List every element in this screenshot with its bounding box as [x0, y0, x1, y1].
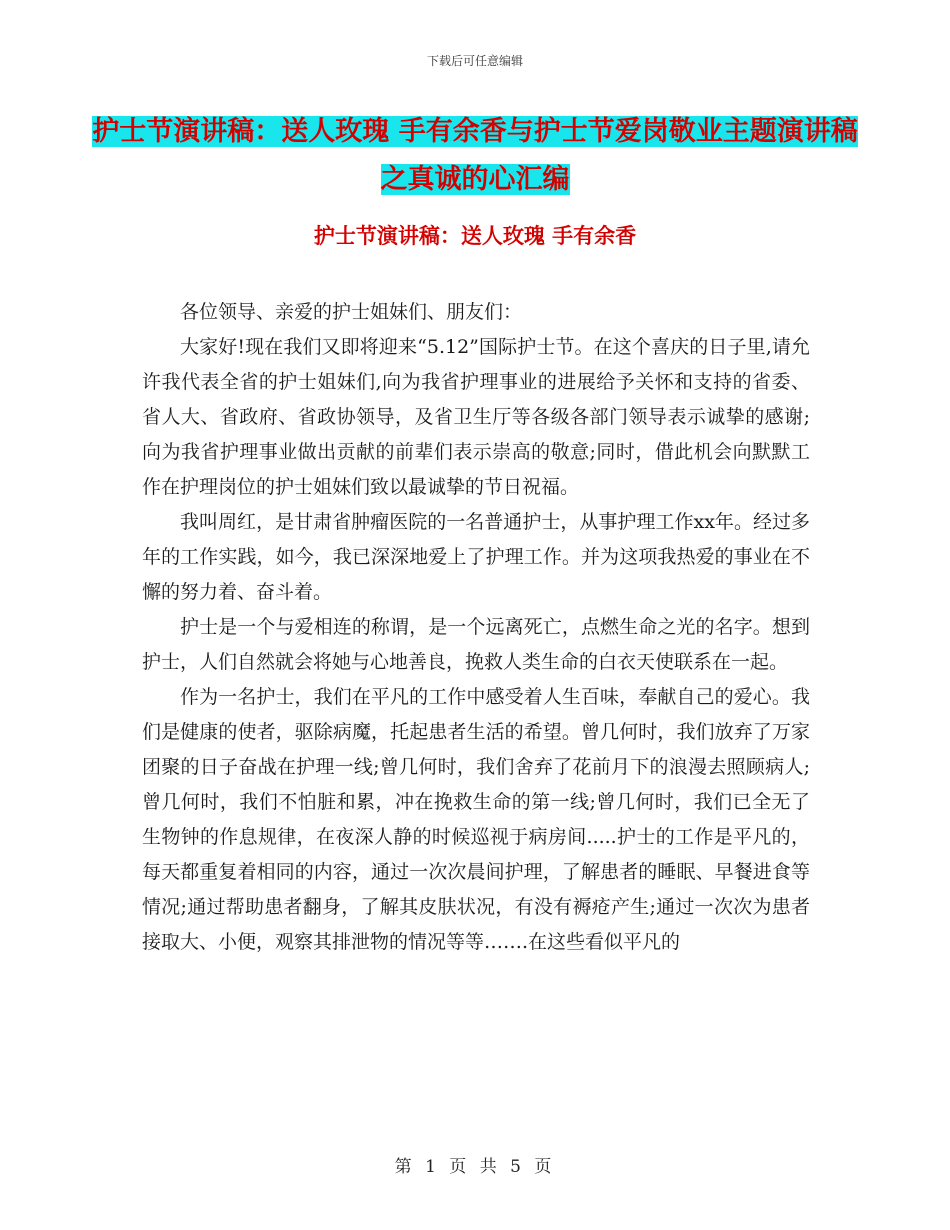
paragraph: 护士是一个与爱相连的称谓，是一个远离死亡，点燃生命之光的名字。想到护士，人们自然就会将她与心地善良，挽救人类生命的白衣天使联系在一起。	[142, 616, 810, 673]
body-text	[142, 295, 810, 960]
header-note: 下载后可任意编辑	[426, 54, 523, 68]
document-title-text: 护士节演讲稿：送人玫瑰 手有余香与护士节爱岗敬业主题演讲稿之真诚的心汇编	[92, 116, 858, 195]
paragraph: 我叫周红，是甘肃省肿瘤医院的一名普通护士，从事护理工作xx年。经过多年的工作实践，如今，我已深深地爱上了护理工作。并为这项我热爱的事业在不懈的努力着、奋斗着。	[142, 511, 810, 603]
paragraph: 作为一名护士，我们在平凡的工作中感受着人生百味，奉献自己的爱心。我们是健康的使者，驱除病魔，托起患者生活的希望。曾几何时，我们放弃了万家团聚的日子奋战在护理一线;曾几何时，我们舍弃了花前月下的浪漫去照顾病人;曾几何时，我们不怕脏和累，冲在挽救生命的第一线;曾几何时，我们已全无了生物钟的作息规律，在夜深人静的时候巡视于病房间.....护士的工作是平凡的，每天都重复着相同的内容，通过一次次晨间护理，了解患者的睡眠、早餐进食等情况;通过帮助患者翻身，了解其皮肤状况，有没有褥疮产生;通过一次次为患者接取大、小便，观察其排泄物的情况等等…….在这些看似平凡的	[142, 686, 810, 953]
paragraph: 各位领导、亲爱的护士姐妹们、朋友们：	[180, 301, 523, 323]
page-footer: 第 1 页 共 5 页	[394, 1157, 556, 1177]
section-title: 护士节演讲稿：送人玫瑰 手有余香	[313, 224, 637, 248]
paragraph: 大家好!现在我们又即将迎来“5.12”国际护士节。在这个喜庆的日子里,请允许我代表全省的护士姐妹们,向为我省护理事业的进展给予关怀和支持的省委、省人大、省政府、省政协领导，及省卫生厅等各级各部门领导表示诚挚的感谢;向为我省护理事业做出贡献的前辈们表示崇高的敬意;同时，借此机会向默默工作在护理岗位的护士姐妹们致以最诚挚的节日祝福。	[142, 336, 810, 498]
document-title	[80, 108, 870, 204]
